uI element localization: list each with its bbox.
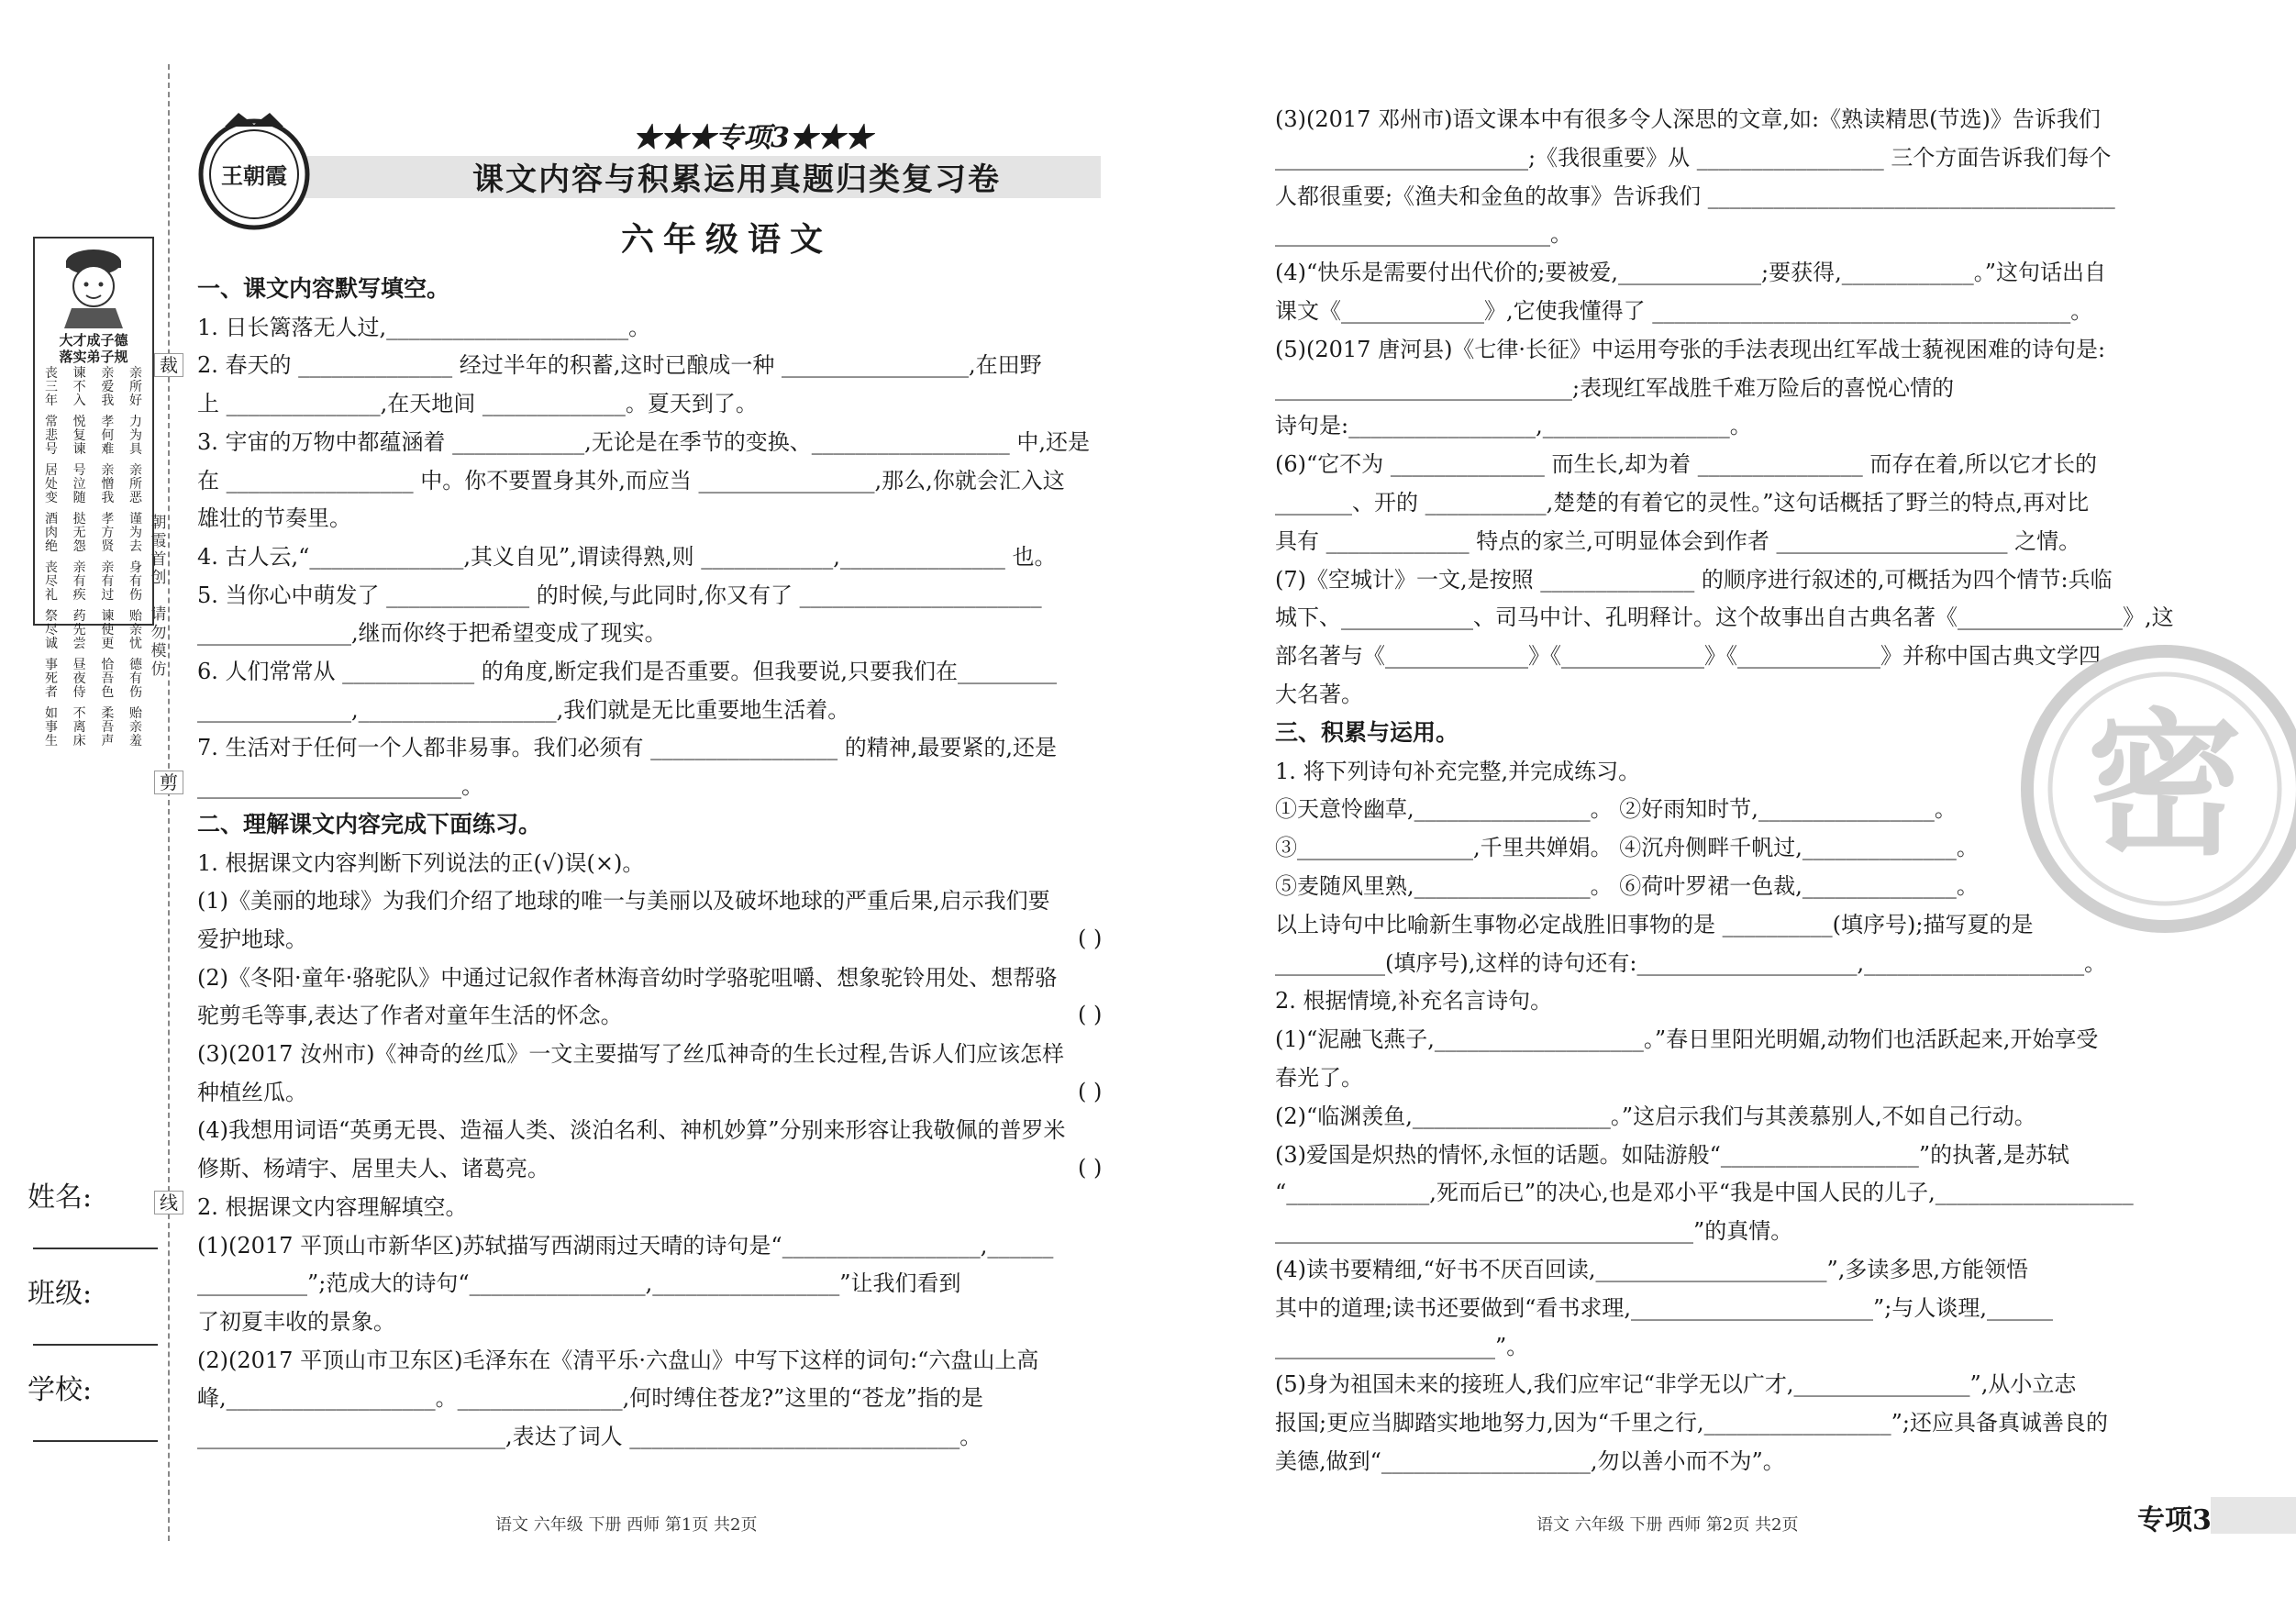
verse-column: 身 有 伤 <box>128 560 142 603</box>
verse-group <box>40 610 147 651</box>
question-line: ___________________________;表现红军战胜千难万险后的喜悦心情的 <box>1275 374 1955 401</box>
cut-label-3: 线 <box>154 1191 183 1214</box>
question-line: __________(填序号),这样的诗句还有:____________________,____________________。 <box>1275 949 2107 976</box>
question-line: (4)我想用词语“英勇无畏、造福人类、淡泊名利、神机妙算”分别来形容让我敬佩的普罗米 <box>197 1117 1066 1144</box>
cut-label-2: 剪 <box>154 771 183 794</box>
footer-right: 语文 六年级 下册 西师 第2页 共2页 <box>1536 1515 1799 1535</box>
question-line: ________________________。 <box>197 773 483 800</box>
question-line: “_____________,死而后已”的决心,也是邓小平“我是中国人民的儿子,__________________ <box>1275 1180 2134 1206</box>
question-line: ____________________”。 <box>1275 1333 1529 1359</box>
verse-column: 号 泣 随 <box>72 463 86 505</box>
verse-column: 事 死 者 <box>45 658 58 700</box>
cut-line <box>168 64 170 1541</box>
verse-column: 贻 亲 忧 <box>128 609 142 651</box>
question-line: (4)“快乐是需要付出代价的;要被爱,_____________;要获得,____________。”这句话出自 <box>1275 260 2106 286</box>
dizigui-verses <box>40 366 147 749</box>
question-line: 7. 生活对于任何一个人都非易事。我们必须有 _________________ 的精神,最要紧的,还是 <box>197 735 1058 761</box>
question-line: 爱护地球。 <box>197 926 307 952</box>
question-line: (1)“泥融飞燕子,___________________。”春日里阳光明媚,动物们也活跃起来,开始享受 <box>1275 1026 2099 1053</box>
question-line: 峰,___________________。_______________,何时缚住苍龙?”这里的“苍龙”指的是 <box>197 1385 983 1412</box>
cut-label-1: 裁 <box>154 353 183 377</box>
question-line: 上 ______________,在天地间 _____________。夏天到了。 <box>197 391 758 417</box>
name-label: 姓名: <box>28 1181 93 1214</box>
school-field[interactable] <box>33 1440 158 1442</box>
question-line: _______________________;《我很重要》从 _________________ 三个方面告诉我们每个 <box>1275 144 2112 171</box>
vertical-note-2: 请 勿 模 仿 <box>150 605 167 679</box>
answer-parentheses[interactable]: ( ) <box>1078 1078 1103 1104</box>
verse-column: 亲 憎 我 <box>101 463 115 505</box>
question-line: 大名著。 <box>1275 682 1363 707</box>
vertical-note-1: 朝 霞 首 创 <box>150 514 167 587</box>
question-line: 1. 根据课文内容判断下列说法的正(√)误(×)。 <box>197 849 645 876</box>
question-line: (2)“临渊羡鱼,__________________。”这启示我们与其羡慕别人,不如自己行动。 <box>1275 1103 2036 1129</box>
verse-group <box>40 367 147 408</box>
svg-text:王朝霞: 王朝霞 <box>221 162 287 189</box>
section-heading: 二、理解课文内容完成下面练习。 <box>197 810 542 837</box>
class-field[interactable] <box>33 1344 158 1346</box>
page-title: 课文内容与积累运用真题归类复习卷 <box>472 161 1001 198</box>
verse-column: 亲 所 恶 <box>128 463 142 505</box>
verse-column: 孝 何 难 <box>101 415 115 457</box>
grade-title: 六年级语文 <box>621 220 833 259</box>
corner-tag-bar <box>2211 1497 2296 1534</box>
footer-left: 语文 六年级 下册 西师 第1页 共2页 <box>495 1515 758 1535</box>
motto-line-1: 大才成子德 <box>59 332 128 349</box>
verse-group <box>40 707 147 749</box>
child-figure-icon <box>55 244 132 328</box>
class-label: 班级: <box>28 1278 93 1310</box>
question-line: 2. 根据情境,补充名言诗句。 <box>1275 988 1553 1015</box>
question-line: 报国;更应当脚踏实地地努力,因为“千里之行,_________________”;还应具备真诚善良的 <box>1275 1410 2108 1436</box>
question-line: 4. 古人云,“______________,其义自见”,谓读得熟,则 ____________,_______________ 也。 <box>197 543 1057 570</box>
question-line: 驼剪毛等事,表达了作者对童年生活的怀念。 <box>197 1003 623 1029</box>
verse-column: 德 有 伤 <box>128 658 142 700</box>
verse-column: 孝 方 贤 <box>101 512 115 554</box>
question-line: 1. 将下列诗句补充完整,并完成练习。 <box>1275 758 1641 784</box>
question-line: 6. 人们常常从 ____________ 的角度,断定我们是否重要。但我要说,只要我们在_________ <box>197 659 1058 684</box>
verse-column: 亲 所 好 <box>128 366 142 408</box>
answer-parentheses[interactable]: ( ) <box>1078 1002 1103 1028</box>
wangzhaoxia-logo <box>193 108 316 232</box>
verse-column: 亲 有 过 <box>101 560 115 603</box>
question-line: (1)(2017 平顶山市新华区)苏轼描写西湖雨过天晴的诗句是“__________________,______ <box>197 1232 1054 1259</box>
verse-group <box>40 416 147 457</box>
binding-margin <box>0 0 183 1597</box>
question-line: 美德,做到“___________________,勿以善小而不为”。 <box>1275 1448 1785 1474</box>
verse-column: 不 离 床 <box>72 706 86 749</box>
verse-column: 居 处 变 <box>45 463 58 505</box>
verse-group <box>40 513 147 554</box>
sidebar-figure-panel <box>33 237 154 749</box>
verse-column: 如 事 生 <box>45 706 58 749</box>
question-line: (5)(2017 唐河县)《七律·长征》中运用夸张的手法表现出红军战士藐视困难的诗句是: <box>1275 336 2106 362</box>
question-line: (6)“它不为 ______________ 而生长,却为着 _______________ 而存在着,所以它才长的 <box>1275 451 2098 478</box>
question-line: 人都很重要;《渔夫和金鱼的故事》告诉我们 _____________________________________ <box>1275 183 2115 209</box>
subject-label: ★★★专项3★★★ <box>633 122 872 154</box>
question-line: (5)身为祖国未来的接班人,我们应牢记“非学无以广才,________________”,从小立志 <box>1275 1371 2077 1398</box>
question-line: 2. 春天的 ______________ 经过半年的积蓄,这时已酿成一种 _________________,在田野 <box>197 352 1042 379</box>
verse-group <box>40 659 147 700</box>
verse-column: 亲 爱 我 <box>101 366 115 408</box>
question-line: 1. 日长篱落无人过,______________________。 <box>197 314 651 340</box>
question-line: 部名著与《_____________》《_____________》《_____________》并称中国古典文学四 <box>1275 643 2101 670</box>
question-line: 在 _________________ 中。你不要置身其外,而应当 ________________,那么,你就会汇入这 <box>197 467 1065 494</box>
motto-line-2: 落实弟子规 <box>59 349 128 365</box>
question-line: ______________________________________”的真情。 <box>1275 1218 1793 1245</box>
question-line: 诗句是:_________________,_________________。 <box>1275 413 1752 439</box>
question-line: _________________________。 <box>1275 221 1572 248</box>
verse-column: 酒 肉 绝 <box>45 512 58 554</box>
question-line: (3)爱国是炽热的情怀,永恒的话题。如陆游般“__________________”的执著,是苏轼 <box>1275 1141 2069 1168</box>
verse-column: 昼 夜 侍 <box>72 658 86 700</box>
verse-column: 谏 不 入 <box>72 366 86 408</box>
question-line: 5. 当你心中萌发了 _____________ 的时候,与此同时,你又有了 ______________________ <box>197 582 1042 608</box>
question-line: ⑤麦随风里熟,________________。 ⑥荷叶罗裙一色裁,______________。 <box>1275 873 1979 899</box>
name-field[interactable] <box>33 1248 158 1249</box>
question-line: 其中的道理;读书还要做到“看书求理,______________________”;与人谈理,______ <box>1275 1294 2053 1321</box>
answer-parentheses[interactable]: ( ) <box>1078 925 1103 951</box>
verse-column: 柔 吾 声 <box>101 706 115 749</box>
question-line: 春光了。 <box>1275 1065 1363 1091</box>
question-line: ______________,__________________,我们就是无比重要地生活着。 <box>197 696 850 723</box>
question-line: 具有 _____________ 特点的家兰,可明显体会到作者 _____________________ 之情。 <box>1275 527 2081 554</box>
school-label: 学校: <box>28 1374 93 1406</box>
question-line: 3. 宇宙的万物中都蕴涵着 ____________,无论是在季节的变换、__________________ 中,还是 <box>197 428 1091 455</box>
question-line: (7)《空城计》一文,是按照 ______________ 的顺序进行叙述的,可概括为四个情节:兵临 <box>1275 566 2113 593</box>
verse-column: 丧 三 年 <box>45 366 58 408</box>
verse-group <box>40 561 147 603</box>
verse-column: 亲 有 疾 <box>72 560 86 603</box>
verse-column: 谏 使 更 <box>101 609 115 651</box>
question-line: 2. 根据课文内容理解填空。 <box>197 1193 468 1220</box>
verse-column: 常 悲 号 <box>45 415 58 457</box>
verse-column: 谨 为 去 <box>128 512 142 554</box>
stamp-character: 密 <box>2086 693 2244 877</box>
question-line: ③________________,千里共婵娟。 ④沉舟侧畔千帆过,______________。 <box>1275 835 1979 861</box>
question-line: ①天意怜幽草,________________。 ②好雨知时节,________________。 <box>1275 796 1957 823</box>
verse-column: 恰 吾 色 <box>101 658 115 700</box>
question-line: 了初夏丰收的景象。 <box>197 1308 395 1335</box>
verse-column: 挞 无 怨 <box>72 512 86 554</box>
question-line: 种植丝瓜。 <box>197 1079 307 1105</box>
verse-column: 药 先 尝 <box>72 609 86 651</box>
question-line: 城下、____________、司马中计、孔明释计。这个故事出自古典名著《_______________》,这 <box>1275 604 2174 631</box>
question-line: _______、开的 ___________,楚楚的有着它的灵性。”这句话概括了野兰的特点,再对比 <box>1275 490 2090 516</box>
verse-column: 丧 尽 礼 <box>45 560 58 603</box>
verse-column: 悦 复 谏 <box>72 415 86 457</box>
question-line: 课文《_____________》,它使我懂得了 ______________________________________。 <box>1275 298 2093 324</box>
verse-column: 祭 尽 诚 <box>45 609 58 651</box>
secret-stamp-watermark <box>2018 642 2296 936</box>
section-heading: 一、课文内容默写填空。 <box>197 275 450 302</box>
verse-column: 贻 亲 羞 <box>128 706 142 749</box>
answer-parentheses[interactable]: ( ) <box>1078 1155 1103 1181</box>
question-line: 雄壮的节奏里。 <box>197 505 351 532</box>
question-line: ____________________________,表达了词人 ______________________________。 <box>197 1424 982 1449</box>
corner-tag: 专项3 <box>2137 1504 2212 1536</box>
question-line: (2)《冬阳·童年·骆驼队》中通过记叙作者林海音幼时学骆驼咀嚼、想象驼铃用处、想帮骆 <box>197 964 1058 991</box>
question-line: (4)读书要精细,“好书不厌百回读,_____________________”,多读多思,方能领悟 <box>1275 1257 2029 1282</box>
question-line: (3)(2017 邓州市)语文课本中有很多令人深思的文章,如:《熟读精思(节选)》告诉我们 <box>1275 106 2101 132</box>
question-line: (1)《美丽的地球》为我们介绍了地球的唯一与美丽以及破坏地球的严重后果,启示我们要 <box>197 888 1050 915</box>
question-line: 以上诗句中比喻新生事物必定战胜旧事物的是 __________(填序号);描写夏的是 <box>1275 911 2034 937</box>
verse-column: 力 为 具 <box>128 415 142 457</box>
section-heading: 三、积累与运用。 <box>1275 718 1459 746</box>
question-line: 修斯、杨靖宇、居里夫人、诸葛亮。 <box>197 1156 549 1182</box>
question-line: __________”;范成大的诗句“________________,_________________”让我们看到 <box>197 1270 961 1297</box>
question-line: (3)(2017 汝州市)《神奇的丝瓜》一文主要描写了丝瓜神奇的生长过程,告诉人们应该怎样 <box>197 1041 1065 1067</box>
question-line: ______________,继而你终于把希望变成了现实。 <box>197 620 667 647</box>
verse-group <box>40 464 147 505</box>
question-line: (2)(2017 平顶山市卫东区)毛泽东在《清平乐·六盘山》中写下这样的词句:“六盘山上高 <box>197 1347 1039 1373</box>
